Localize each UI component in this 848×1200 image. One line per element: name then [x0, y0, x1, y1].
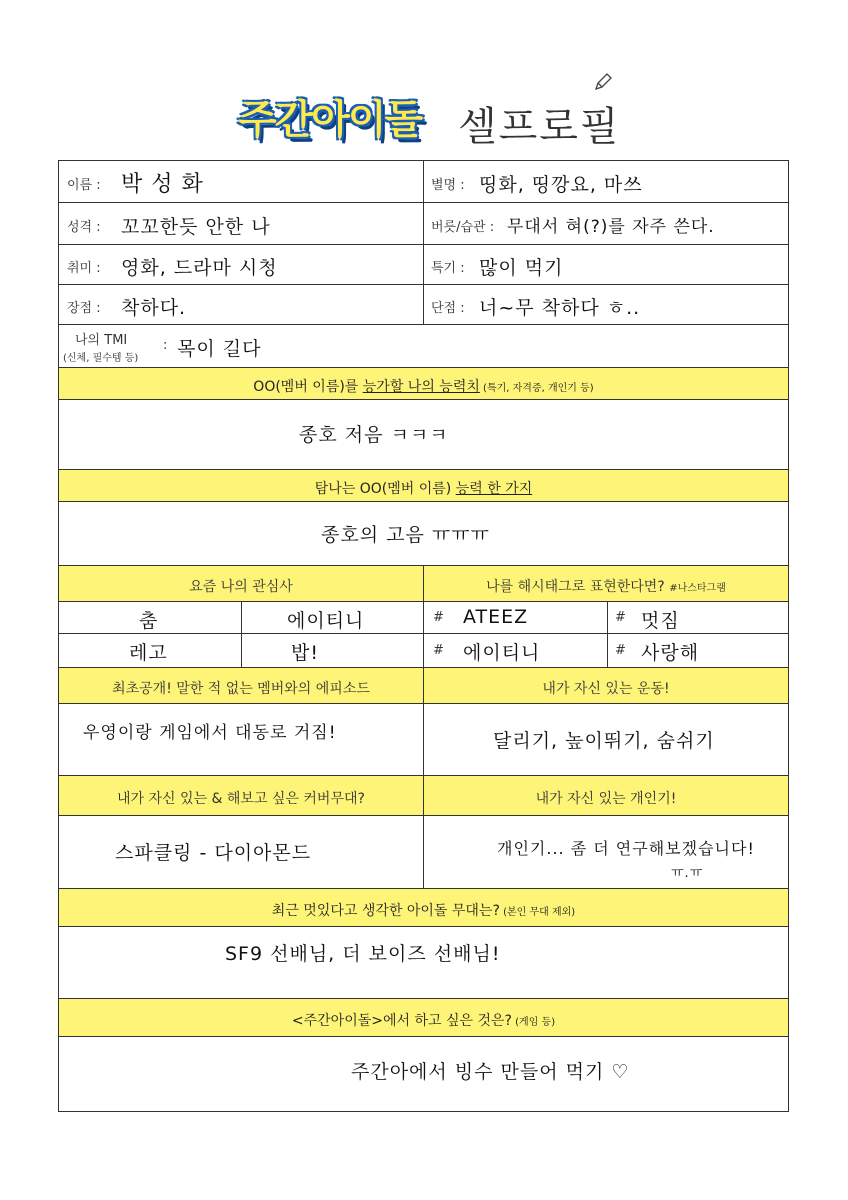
- weakness-value: 너~무 착하다 ㅎ..: [479, 297, 641, 319]
- ability-value: 종호 저음 ㅋㅋㅋ: [299, 424, 449, 446]
- episode-sport-answer: [59, 704, 788, 776]
- episode-sport-header: [59, 668, 788, 704]
- want-header: [59, 470, 788, 502]
- personality-value: 꼬꼬한듯 안한 나: [121, 216, 271, 238]
- want-header-emphasis: 능력 한 가지: [455, 481, 533, 497]
- tmi-value: 목이 길다: [177, 338, 262, 360]
- nickname-label: 별명 :: [431, 178, 465, 193]
- want-header-text: 탐나는 OO(멤버 이름): [314, 481, 456, 497]
- wish-header: [59, 999, 788, 1037]
- episode-header: 최초공개! 말한 적 없는 멤버와의 에피소드: [112, 681, 370, 697]
- ability-header-note: (특기, 자격증, 개인기 등): [479, 383, 594, 394]
- row-name: [59, 161, 788, 203]
- ability-header-text: OO(멤버 이름)를: [253, 379, 363, 395]
- interest-item: 밥!: [291, 642, 319, 664]
- row-tmi: [59, 325, 788, 368]
- ability-header: [59, 368, 788, 400]
- hash-symbol: #: [433, 610, 444, 625]
- wish-header-text: <주간아이돌>에서 하고 싶은 것은?: [291, 1013, 512, 1029]
- stage-header: [59, 889, 788, 927]
- name-value: 박 성 화: [121, 172, 204, 197]
- hash-symbol: #: [433, 643, 444, 658]
- interest-header: 요즘 나의 관심사: [189, 579, 293, 595]
- nickname-value: 띵화, 띵깡요, 마쓰: [479, 174, 643, 196]
- interest-row-1: [59, 602, 788, 634]
- hashtag-item: ATEEZ: [463, 606, 529, 628]
- hobby-label: 취미 :: [67, 261, 101, 276]
- hobby-value: 영화, 드라마 시청: [121, 257, 278, 279]
- stage-value: SF9 선배님, 더 보이즈 선배님!: [225, 943, 501, 965]
- hashtag-header: [423, 576, 789, 596]
- profile-form: [58, 160, 789, 1112]
- sport-header: 내가 자신 있는 운동!: [542, 681, 670, 697]
- hash-symbol: #: [615, 610, 626, 625]
- gag-value: 개인기... 좀 더 연구해보겠습니다!: [497, 839, 755, 858]
- hashtag-item: 에이티니: [463, 642, 541, 664]
- interest-hashtag-header: [59, 566, 788, 602]
- tmi-colon: :: [163, 338, 168, 353]
- habit-value: 무대서 혀(?)를 자주 쓴다.: [507, 217, 715, 237]
- pencil-icon: [593, 72, 613, 92]
- cover-value: 스파클링 - 다이아몬드: [115, 842, 312, 864]
- gag-header: 내가 자신 있는 개인기!: [535, 791, 677, 807]
- logo-text: 주간아이돌: [238, 97, 422, 143]
- stage-answer: [59, 927, 788, 999]
- page-title: 셀프로필: [458, 104, 621, 150]
- tmi-label: 나의 TMI: [75, 333, 128, 348]
- stage-header-note: (본인 무대 제외): [499, 907, 576, 918]
- gag-face: ㅠ.ㅠ: [671, 866, 704, 881]
- weakness-label: 단점 :: [431, 301, 465, 316]
- interest-item: 레고: [129, 642, 168, 664]
- row-personality: [59, 203, 788, 245]
- hashtag-header-text: 나를 해시태그로 표현한다면?: [486, 579, 665, 595]
- personality-label: 성격 :: [67, 220, 101, 235]
- cover-gag-header: [59, 776, 788, 816]
- stage-header-text: 최근 멋있다고 생각한 아이돌 무대는?: [271, 903, 500, 919]
- cover-gag-answer: [59, 816, 788, 889]
- interest-item: 춤: [139, 610, 159, 632]
- ability-header-emphasis: 능가할 나의 능력치: [362, 379, 480, 395]
- show-logo: [238, 88, 438, 146]
- hashtag-item: 멋짐: [641, 610, 680, 632]
- interest-row-2: [59, 634, 788, 668]
- habit-label: 버릇/습관 :: [431, 220, 495, 235]
- want-value: 종호의 고음 ㅠㅠㅠ: [321, 524, 490, 546]
- hash-symbol: #: [615, 643, 626, 658]
- wish-value: 주간아에서 빙수 만들어 먹기 ♡: [351, 1061, 630, 1083]
- tmi-sublabel: (신체, 필수템 등): [63, 353, 139, 364]
- episode-value: 우영이랑 게임에서 대동로 거짐!: [83, 723, 337, 743]
- interest-item: 에이티니: [287, 610, 365, 632]
- ability-answer: [59, 400, 788, 470]
- talent-label: 특기 :: [431, 261, 465, 276]
- want-answer: [59, 502, 788, 566]
- hashtag-header-note: #나스타그램: [669, 583, 726, 594]
- sport-value: 달리기, 높이뛰기, 숨쉬기: [493, 730, 715, 752]
- name-label: 이름 :: [67, 178, 101, 193]
- cover-header: 내가 자신 있는 & 해보고 싶은 커버무대?: [117, 791, 365, 807]
- hashtag-item: 사랑해: [641, 642, 700, 664]
- wish-header-note: (게임 등): [511, 1017, 556, 1028]
- row-hobby: [59, 245, 788, 285]
- strength-label: 장점 :: [67, 301, 101, 316]
- row-strength: [59, 285, 788, 325]
- wish-answer: [59, 1037, 788, 1111]
- strength-value: 착하다.: [121, 297, 187, 319]
- talent-value: 많이 먹기: [479, 257, 564, 279]
